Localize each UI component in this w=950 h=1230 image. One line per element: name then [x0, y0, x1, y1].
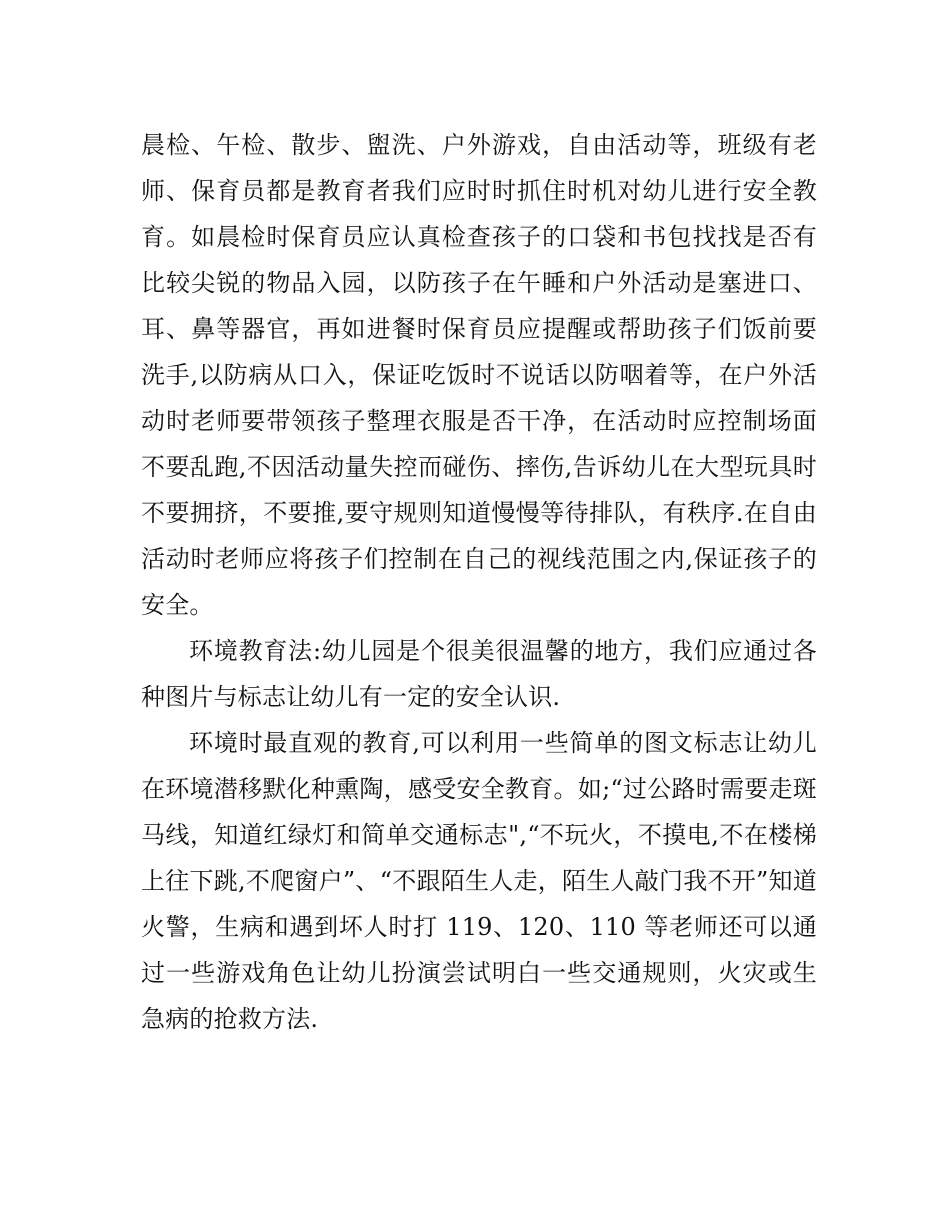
document-body [141, 122, 817, 1042]
paragraph-3: 环境时最直观的教育,可以利用一些简单的图文标志让幼儿在环境潜移默化种熏陶，感受安全教育。如;“过公路时需要走斑马线，知道红绿灯和简单交通标志",“不玩火，不摸电,不在楼梯上往下跳,不爬窗户”、“不跟陌生人走，陌生人敲门我不开”知道火警，生病和遇到坏人时打 119、120、110 等老师还可以通过一些游戏角色让幼儿扮演尝试明白一些交通规则，火灾或生急病的抢救方法. [141, 729, 817, 1033]
paragraph-2: 环境教育法:幼儿园是个很美很温馨的地方，我们应通过各种图片与标志让幼儿有一定的安全认识. [141, 637, 817, 711]
paragraph-1: 晨检、午检、散步、盥洗、户外游戏，自由活动等，班级有老师、保育员都是教育者我们应时时抓住时机对幼儿进行安全教育。如晨检时保育员应认真检查孩子的口袋和书包找找是否有比较尖锐的物品入园，以防孩子在午睡和户外活动是塞进口、耳、鼻等器官，再如进餐时保育员应提醒或帮助孩子们饭前要洗手,以防病从口入，保证吃饭时不说话以防咽着等，在户外活动时老师要带领孩子整理衣服是否干净，在活动时应控制场面不要乱跑,不因活动量失控而碰伤、摔伤,告诉幼儿在大型玩具时不要拥挤，不要推,要守规则知道慢慢等待排队，有秩序.在自由活动时老师应将孩子们控制在自己的视线范围之内,保证孩子的安全。 [141, 131, 817, 619]
